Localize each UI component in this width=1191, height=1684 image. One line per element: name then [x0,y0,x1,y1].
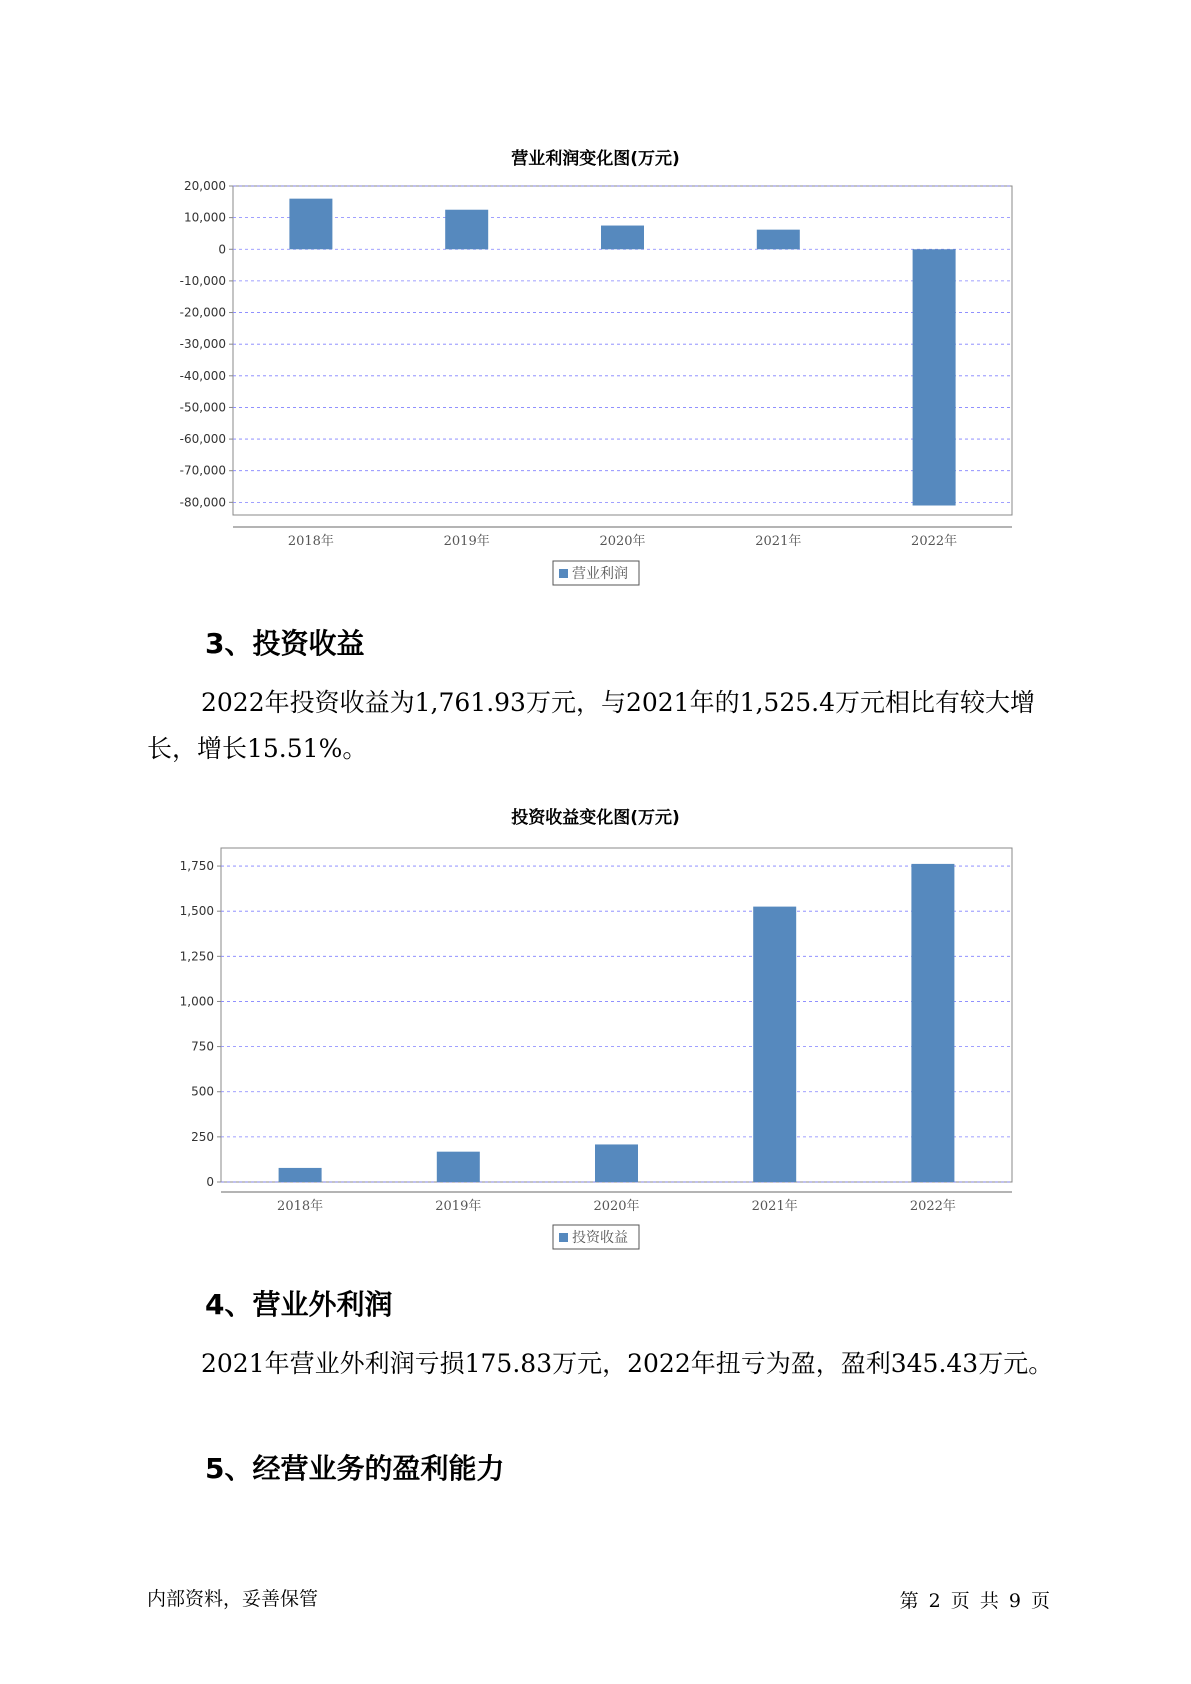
x-tick-label: 2021年 [755,534,802,549]
y-tick-label: 10,000 [184,210,226,225]
bar [279,1168,322,1182]
chart1-title: 营业利润变化图(万元) [511,149,680,169]
y-tick-label: 20,000 [184,179,226,193]
x-tick-label: 2022年 [911,534,958,549]
legend-swatch [559,1233,568,1242]
footer-confidential-note: 内部资料，妥善保管 [147,1588,319,1610]
y-tick-label: 1,750 [179,859,214,874]
legend-label: 投资收益 [572,1230,628,1246]
y-tick-label: 750 [191,1039,214,1054]
section3-paragraph: 2022年投资收益为1,761.93万元，与2021年的1,525.4万元相比有较大增长，增长15.51%。 [147,688,1035,763]
plot-area [221,848,1012,1182]
x-tick-label: 2022年 [909,1199,956,1214]
y-tick-label: 0 [206,1175,214,1189]
y-tick-label: -80,000 [179,495,226,510]
y-tick-label: 500 [191,1084,214,1099]
bar [601,226,644,250]
bar [757,230,800,250]
y-tick-label: 0 [218,242,226,257]
bar [289,199,332,250]
legend-label: 营业利润 [572,566,628,582]
y-tick-label: -70,000 [179,463,226,478]
x-tick-label: 2019年 [443,534,490,549]
bar [445,210,488,250]
section5-heading: 5、经营业务的盈利能力 [205,1452,505,1485]
x-tick-label: 2018年 [287,534,334,549]
x-tick-label: 2018年 [277,1199,324,1214]
y-tick-label: 1,250 [179,949,214,964]
x-tick-label: 2019年 [435,1199,482,1214]
y-tick-label: -60,000 [179,432,226,447]
section4-paragraph: 2021年营业外利润亏损175.83万元，2022年扭亏为盈，盈利345.43万元。 [201,1349,1054,1378]
y-tick-label: 1,000 [179,994,214,1009]
y-tick-label: -10,000 [179,273,226,288]
x-tick-label: 2020年 [599,534,646,549]
bar [753,907,796,1182]
bar [437,1152,480,1182]
y-tick-label: -50,000 [179,400,226,415]
section4-heading: 4、营业外利润 [205,1288,393,1321]
y-tick-label: -30,000 [179,337,226,352]
x-tick-label: 2021年 [751,1199,798,1214]
investment-income-chart [0,830,1191,1250]
footer-page-number: 第 2 页 共 9 页 [899,1590,1050,1612]
bar [911,864,954,1182]
bar [595,1144,638,1182]
legend-swatch [559,569,568,578]
section3-heading: 3、投资收益 [205,627,365,660]
chart2-title: 投资收益变化图(万元) [511,808,680,828]
y-tick-label: 250 [191,1129,214,1144]
bar [913,249,956,505]
operating-profit-chart [0,170,1191,610]
x-tick-label: 2020年 [593,1199,640,1214]
y-tick-label: 1,500 [179,904,214,919]
y-tick-label: -40,000 [179,368,226,383]
y-tick-label: -20,000 [179,305,226,320]
